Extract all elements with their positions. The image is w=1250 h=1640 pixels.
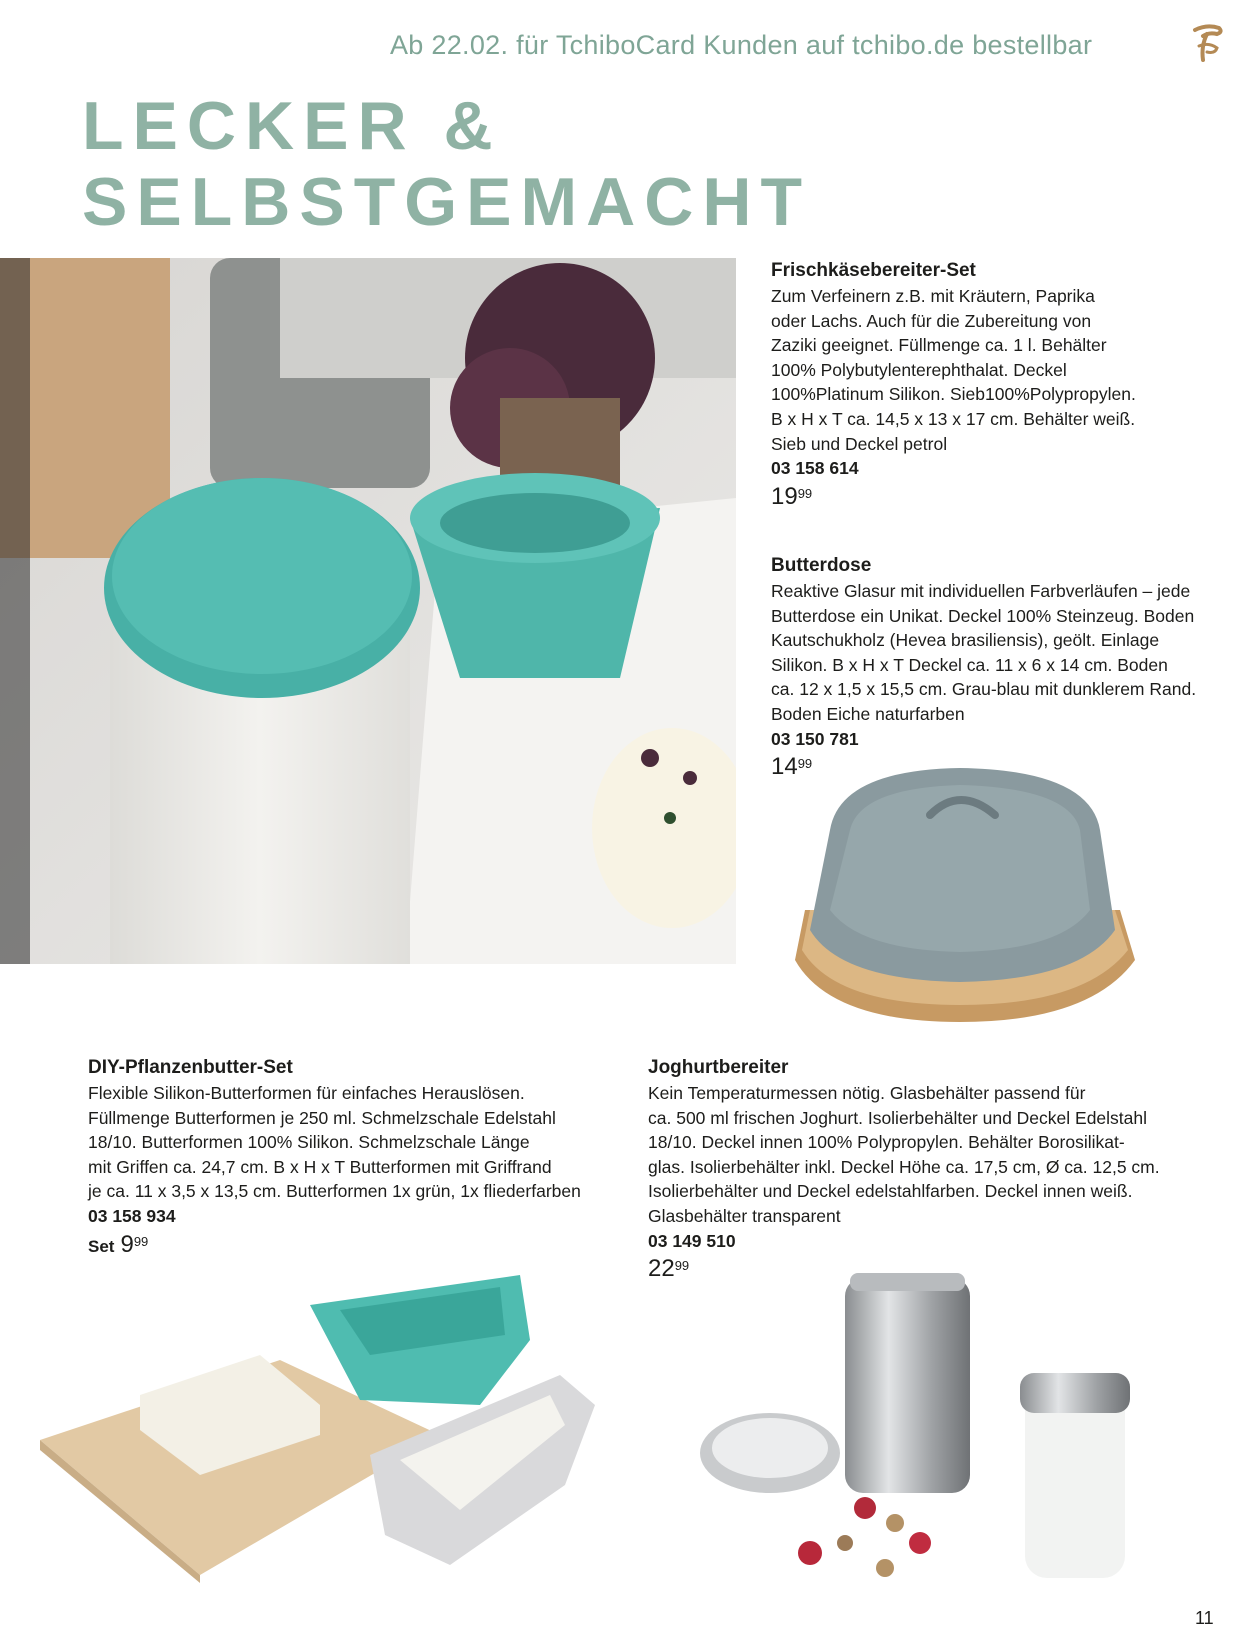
product-desc-line: Zum Verfeinern z.B. mit Kräutern, Paprika (771, 286, 1095, 306)
product-desc-line: Flexible Silikon-Butterformen für einfaches Herauslösen. (88, 1083, 525, 1103)
product-desc-line: Isolierbehälter und Deckel edelstahlfarben. Deckel innen weiß. (648, 1181, 1133, 1202)
price-cents: 99 (797, 756, 813, 772)
price (88, 1230, 648, 1260)
butter-set-photo (40, 1265, 620, 1590)
product-desc-line: B x H x T ca. 14,5 x 13 x 17 cm. Behälter weiß. (771, 408, 1136, 429)
product-desc-line: Kein Temperaturmessen nötig. Glasbehälter passend für (648, 1083, 1086, 1103)
order-notice: Ab 22.02. für TchiboCard Kunden auf tchibo.de bestellbar (390, 30, 1093, 60)
product-yogurt-maker (648, 1055, 1208, 1282)
product-desc-line: Kautschukholz (Hevea brasiliensis), geölt. Einlage (771, 630, 1160, 651)
product-cheese-maker (771, 258, 1211, 509)
product-desc-line: 100%Platinum Silikon. Sieb100%Polypropylen. (771, 384, 1136, 405)
product-desc-line: Silikon. B x H x T Deckel ca. 11 x 6 x 14 cm. Boden (771, 654, 1168, 675)
product-desc-line: ca. 12 x 1,5 x 15,5 cm. Grau-blau mit dunklerem Rand. (771, 679, 1197, 700)
product-title: DIY-Pflanzenbutter-Set (88, 1057, 293, 1078)
product-desc-line: ca. 500 ml frischen Joghurt. Isolierbehälter und Deckel Edelstahl (648, 1107, 1148, 1128)
product-butter-dish (771, 553, 1231, 780)
product-desc-line: oder Lachs. Auch für die Zubereitung von (771, 310, 1092, 331)
article-number: 03 150 781 (771, 728, 859, 749)
article-number: 03 158 934 (88, 1205, 176, 1226)
butter-dish-photo (790, 760, 1140, 1025)
product-desc-line: 100% Polybutylenterephthalat. Deckel (771, 359, 1067, 380)
tchibo-logo-icon (1185, 20, 1230, 65)
product-desc-line: je ca. 11 x 3,5 x 13,5 cm. Butterformen 1x grün, 1x fliederfarben (88, 1181, 581, 1202)
price (771, 482, 1211, 510)
product-butter-set (88, 1055, 648, 1259)
product-desc-line: mit Griffen ca. 24,7 cm. B x H x T Butterformen mit Griffrand (88, 1156, 552, 1177)
price-cents: 99 (133, 1233, 149, 1249)
cheese-maker-photo (0, 258, 736, 964)
product-desc-line: Glasbehälter transparent (648, 1205, 841, 1226)
page-number: 11 (1195, 1608, 1214, 1628)
product-title: Frischkäsebereiter-Set (771, 260, 976, 281)
product-desc-line: 18/10. Butterformen 100% Silikon. Schmelzschale Länge (88, 1132, 530, 1153)
price-main: 14 (771, 753, 798, 781)
product-desc-line: Reaktive Glasur mit individuellen Farbverläufen – jede (771, 581, 1191, 601)
product-title: Butterdose (771, 555, 872, 576)
page-headline (82, 88, 811, 240)
headline-line-1: LECKER & (82, 88, 502, 164)
price-cents: 99 (797, 485, 813, 501)
article-number: 03 149 510 (648, 1230, 736, 1251)
product-desc-line: Butterdose ein Unikat. Deckel 100% Steinzeug. Boden (771, 605, 1195, 626)
price-main: 22 (648, 1255, 675, 1283)
price-cents: 99 (674, 1258, 690, 1274)
headline-line-2: SELBSTGEMACHT (82, 164, 811, 240)
product-desc-line: 18/10. Deckel innen 100% Polypropylen. Behälter Borosilikat- (648, 1132, 1125, 1153)
product-desc-line: Füllmenge Butterformen je 250 ml. Schmelzschale Edelstahl (88, 1107, 556, 1128)
product-desc-line: glas. Isolierbehälter inkl. Deckel Höhe ca. 17,5 cm, Ø ca. 12,5 cm. (648, 1156, 1160, 1177)
product-desc-line: Sieb und Deckel petrol (771, 433, 948, 454)
price-prefix: Set (88, 1236, 115, 1256)
price-main: 19 (771, 482, 798, 510)
product-desc-line: Boden Eiche naturfarben (771, 703, 965, 724)
article-number: 03 158 614 (771, 458, 859, 479)
product-title: Joghurtbereiter (648, 1057, 789, 1078)
price-main: 9 (120, 1230, 134, 1258)
yogurt-maker-photo (690, 1268, 1140, 1588)
product-desc-line: Zaziki geeignet. Füllmenge ca. 1 l. Behälter (771, 335, 1107, 356)
